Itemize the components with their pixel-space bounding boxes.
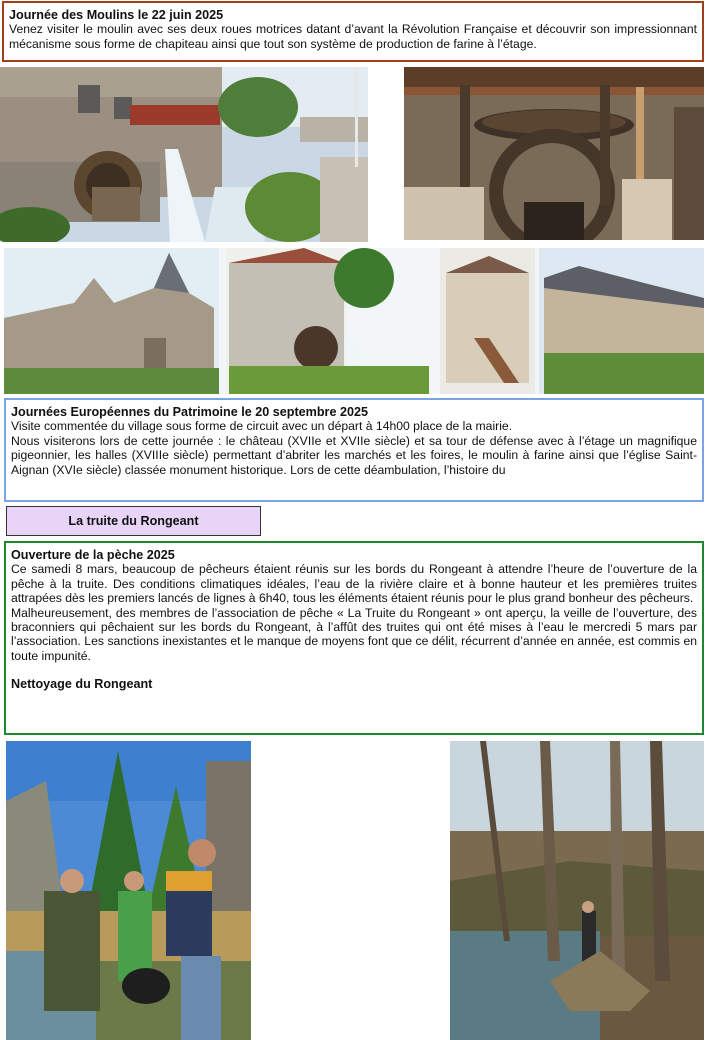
volunteers-photo [6, 741, 251, 1040]
truite-section-label-text: La truite du Rongeant [68, 514, 199, 528]
peche-paragraph-1: Ce samedi 8 mars, beaucoup de pêcheurs étaient réunis sur les bords du Rongeant à attendre l’heure de l’ouverture de la pêche à la truite. Des conditions climatiques idéales, l’eau de la rivière claire et à bonne hauteur et les premières truites attrapées dès les premiers lancés de lignes à 6h40, tous les éléments étaient réunis pour le plus grand bonheur des pêcheurs. [11, 562, 697, 606]
patrimoine-line-1: Visite commentée du village sous forme de circuit avec un départ à 14h00 place de la mairie. [11, 419, 513, 434]
moulins-section [2, 1, 704, 62]
peche-paragraph-2: Malheureusement, des membres de l’association de pêche « La Truite du Rongeant » ont aperçu, la veille de l’ouverture, des braconniers qui pêchaient sur les bords du Rongeant, à l’affût des truites qui ont été mises à l’eau le mercredi 5 mars par l’association. Les sanctions inexistantes et le manque de moyens font que ce délit, récurrent d’année en année, est commis en toute impunité. [11, 605, 697, 663]
truite-section-label [6, 506, 261, 536]
moulins-title: Journée des Moulins le 22 juin 2025 [9, 8, 224, 22]
patrimoine-title: Journées Européennes du Patrimoine le 20 septembre 2025 [11, 405, 368, 419]
river-cleaning-photo [450, 741, 704, 1040]
patrimoine-line-2: Nous visiterons lors de cette journée : le château (XVIIe et XVIIe siècle) et sa tour de défense avec à l’étage un magnifique pigeonnier, les halles (XVIIIe siècle) permettant d’abriter les marchés et les foires, le moulin à farine ainsi que l’église Saint-Aignan (XVIe siècle) classée monument historique. Lors de cette déambulation, l’histoire du [11, 433, 697, 477]
patrimoine-section [4, 398, 704, 502]
mill-gear-mechanism-photo [404, 67, 704, 240]
peche-section [4, 541, 704, 735]
peche-title: Ouverture de la pèche 2025 [11, 548, 175, 562]
moulins-body: Venez visiter le moulin avec ses deux roues motrices datant d’avant la Révolution Française et découvrir son impressionnant mécanisme sous forme de chapiteau ainsi que tout son système de production de farine à l’étage. [9, 22, 697, 51]
nettoyage-subtitle: Nettoyage du Rongeant [11, 677, 153, 692]
water-mill-photo [0, 67, 368, 242]
village-panorama-photo [4, 248, 704, 394]
